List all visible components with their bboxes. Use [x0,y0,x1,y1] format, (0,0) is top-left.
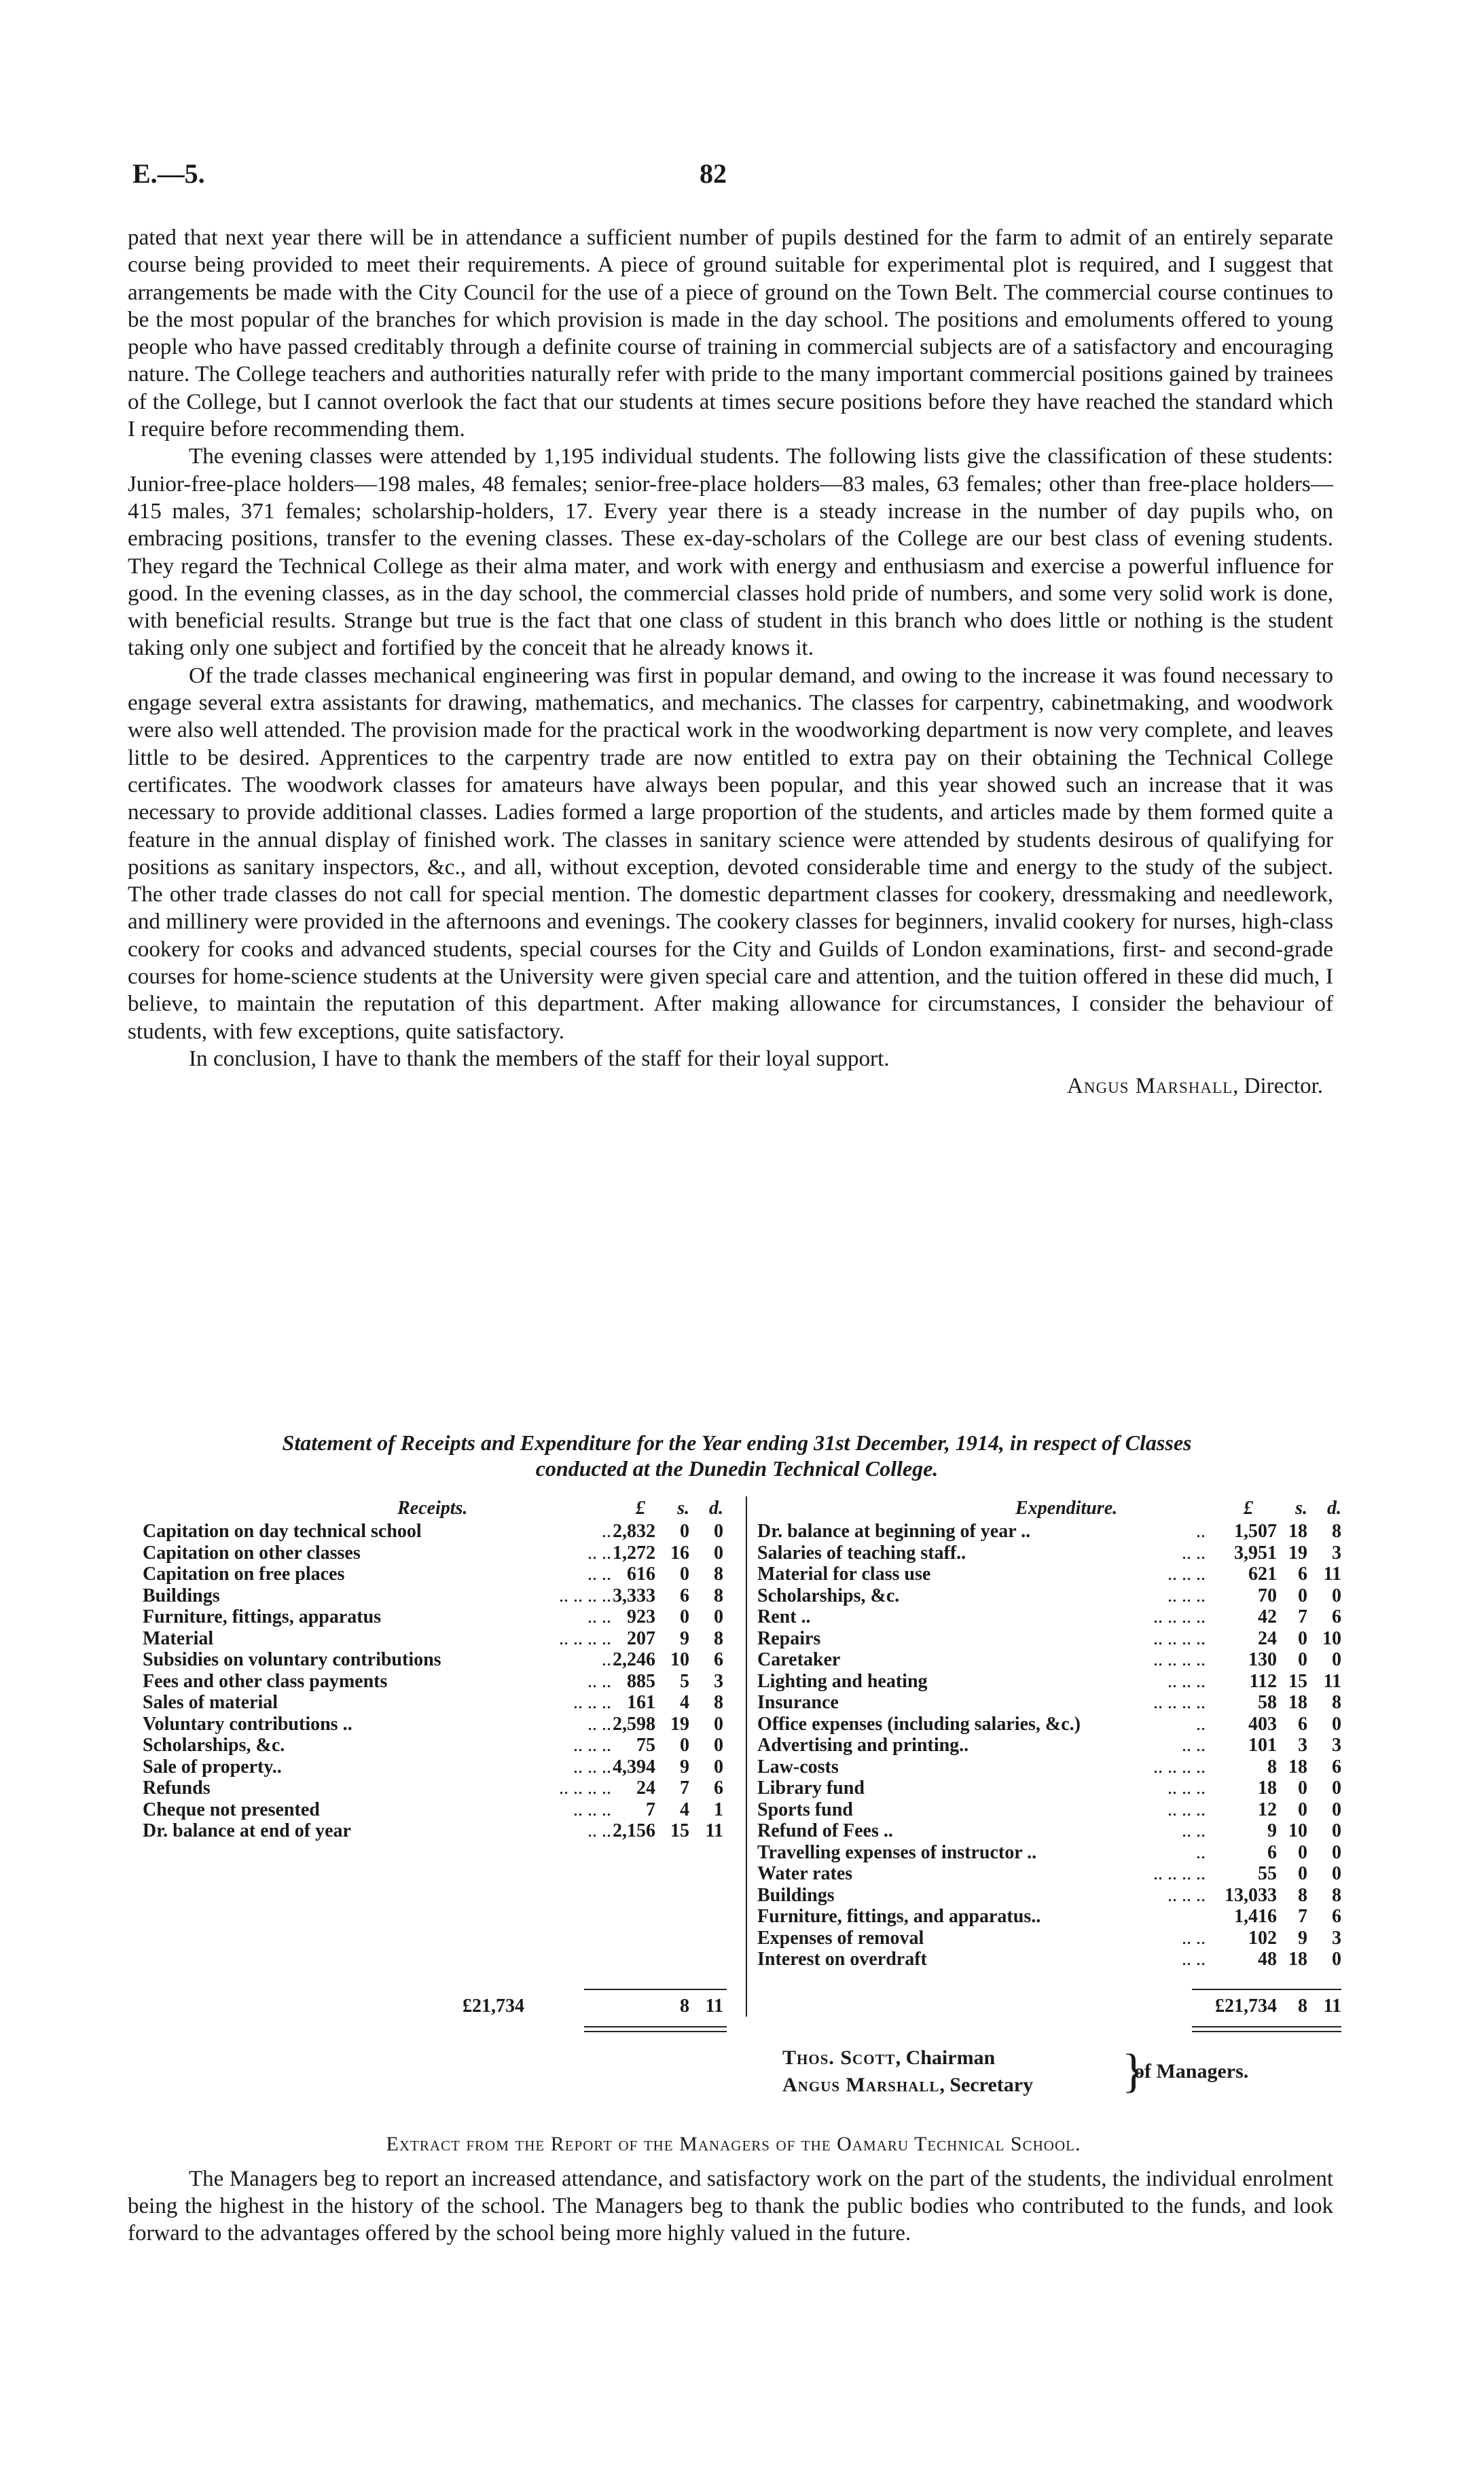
receipts-amount-pence: 1 [714,1799,723,1820]
expenditure-label: Material for class use [757,1564,931,1585]
shillings-heading: s. [677,1498,689,1519]
statement-title-line-1: Statement of Receipts and Expenditure for the Year ending 31st December, 1914, in respect of Classes [282,1430,1192,1455]
receipts-leader-dots: .. .. .. [573,1756,611,1778]
expenditure-leader-dots: .. .. .. [1168,1799,1206,1820]
receipts-row [143,1649,740,1670]
chairman-line [782,2044,1033,2072]
receipts-amount-pounds: 4,394 [613,1756,655,1778]
expenditure-label: Office expenses (including salaries, &c.) [757,1713,1081,1735]
receipts-amount-pence: 8 [714,1585,723,1606]
statement-title [136,1430,1338,1481]
receipts-label: Material [143,1627,214,1649]
receipts-row [143,1564,740,1585]
receipts-leader-dots: .. .. [587,1542,611,1564]
expenditure-amount-pounds: 130 [1248,1649,1277,1670]
chairman-name: Thos. Scott [782,2046,896,2069]
receipts-label: Sales of material [143,1692,278,1713]
expenditure-label: Library fund [757,1778,865,1799]
receipts-leader-dots: .. .. .. .. [559,1585,611,1606]
expenditure-row [757,1543,1341,1564]
receipts-amount-shillings: 6 [680,1585,689,1606]
receipts-row [143,1585,740,1606]
expenditure-amount-shillings: 0 [1298,1649,1307,1670]
expenditure-amount-shillings: 10 [1288,1820,1307,1841]
expenditure-amount-pounds: 58 [1258,1692,1277,1713]
expenditure-leader-dots: .. .. [1182,1735,1206,1756]
expenditure-label: Water rates [757,1863,853,1884]
expenditure-amount-pounds: 48 [1258,1949,1277,1970]
expenditure-heading: Expenditure. [1015,1498,1118,1519]
receipts-double-rule-2 [584,2031,727,2032]
receipts-amount-pence: 0 [714,1756,723,1778]
expenditure-amount-pounds: 1,507 [1234,1521,1277,1542]
pounds-heading: £ [1244,1498,1253,1519]
receipts-total-row [143,1996,740,2017]
receipts-amount-pounds: 24 [636,1778,655,1799]
paragraph-2: The evening classes were attended by 1,195 individual students. The following lists give the classification of these students: Junior-free-place holders—198 males, 48 females; senior-free-place holders—83 males, 63 females; other than free-place holders—415 males, 371 females; scholarship-holders, 17. Every year there is a steady increase in the number of day pupils who, on embracing positions, transfer to the evening classes. These ex-day-scholars of the College are our best class of evening students. They regard the Technical College as their alma mater, and work with energy and enthusiasm and exercise a powerful influence for good. In the evening classes, as in the day school, the commercial classes hold pride of numbers, and some very solid work is done, with beneficial results. Strange but true is the fact that one class of student in this branch who does little or nothing is the student taking only one subject and fortified by the conceit that he already knows it. [128,444,1333,661]
paragraph-4: In conclusion, I have to thank the members of the staff for their loyal support. [189,1045,890,1071]
expenditure-row [757,1628,1341,1649]
receipts-amount-shillings: 0 [680,1564,689,1585]
receipts-row [143,1521,740,1542]
expenditure-total-rule [1192,1989,1341,1990]
expenditure-label: Repairs [757,1627,821,1649]
receipts-amount-shillings: 9 [680,1756,689,1778]
expenditure-label: Buildings [757,1884,835,1906]
expenditure-amount-pounds: 1,416 [1234,1906,1277,1927]
expenditure-total-pence: 11 [1323,1996,1341,2017]
pounds-heading: £ [636,1498,645,1519]
expenditure-amount-pence: 8 [1332,1692,1341,1713]
expenditure-leader-dots: .. .. [1182,1542,1206,1564]
expenditure-amount-shillings: 18 [1288,1521,1307,1542]
expenditure-amount-pence: 0 [1332,1649,1341,1670]
expenditure-row [757,1606,1341,1627]
expenditure-amount-shillings: 19 [1288,1542,1307,1564]
expenditure-leader-dots: .. .. [1182,1927,1206,1949]
director-title: , Director. [1233,1074,1323,1099]
receipts-total-rule [584,1989,727,1990]
expenditure-leader-dots: .. .. .. .. [1153,1649,1206,1670]
receipts-leader-dots: .. .. .. .. [559,1778,611,1799]
receipts-leader-dots: .. .. .. [573,1692,611,1713]
expenditure-row [757,1885,1341,1906]
expenditure-leader-dots: .. .. .. [1168,1670,1206,1692]
expenditure-total-row [757,1996,1341,2017]
receipts-amount-pence: 0 [714,1542,723,1564]
expenditure-amount-pence: 10 [1322,1627,1341,1649]
receipts-amount-shillings: 7 [680,1778,689,1799]
receipts-amount-shillings: 5 [680,1670,689,1692]
receipts-total-pence: 11 [705,1996,723,2017]
receipts-amount-pounds: 2,156 [613,1820,655,1841]
extract-paragraph: The Managers beg to report an increased attendance, and satisfactory work on the part of the students, the individual enrolment being the highest in the history of the school. The Managers beg to thank the public bodies who contributed to the funds, and look forward to the advantages offered by the school being more highly valued in the future. [128,2167,1333,2245]
receipts-amount-shillings: 0 [680,1606,689,1627]
expenditure-leader-dots: .. .. .. [1168,1564,1206,1585]
receipts-leader-dots: .. .. [587,1564,611,1585]
expenditure-row [757,1756,1341,1778]
receipts-leader-dots: .. .. .. .. [559,1627,611,1649]
expenditure-row [757,1906,1341,1927]
receipts-label: Sale of property.. [143,1756,282,1778]
expenditure-amount-pence: 0 [1332,1585,1341,1606]
expenditure-row [757,1671,1341,1692]
receipts-header-row [143,1498,740,1519]
receipts-amount-pence: 0 [714,1521,723,1542]
expenditure-amount-pence: 0 [1332,1778,1341,1799]
expenditure-leader-dots: .. .. [1182,1820,1206,1841]
receipts-amount-pence: 0 [714,1606,723,1627]
receipts-amount-shillings: 10 [670,1649,689,1670]
receipts-label: Buildings [143,1585,220,1606]
expenditure-row [757,1692,1341,1713]
receipts-amount-pence: 0 [714,1713,723,1735]
receipts-label: Fees and other class payments [143,1670,388,1692]
receipts-label: Subsidies on voluntary contributions [143,1649,441,1670]
receipts-leader-dots: .. [602,1649,611,1670]
expenditure-amount-pence: 8 [1332,1521,1341,1542]
expenditure-table [757,1498,1341,2014]
receipts-amount-shillings: 9 [680,1627,689,1649]
expenditure-row [757,1564,1341,1585]
expenditure-amount-pence: 6 [1332,1606,1341,1627]
receipts-row [143,1799,740,1820]
receipts-amount-shillings: 16 [670,1542,689,1564]
expenditure-amount-shillings: 0 [1298,1778,1307,1799]
expenditure-amount-shillings: 18 [1288,1756,1307,1778]
expenditure-amount-pounds: 70 [1258,1585,1277,1606]
receipts-label: Furniture, fittings, apparatus [143,1606,382,1627]
expenditure-amount-pounds: 42 [1258,1606,1277,1627]
receipts-amount-pence: 3 [714,1670,723,1692]
expenditure-amount-shillings: 0 [1298,1799,1307,1820]
expenditure-leader-dots: .. .. .. .. [1153,1756,1206,1778]
expenditure-leader-dots: .. [1196,1521,1206,1542]
expenditure-amount-pence: 3 [1332,1542,1341,1564]
receipts-amount-pence: 6 [714,1778,723,1799]
expenditure-leader-dots: .. .. .. [1168,1884,1206,1906]
expenditure-row [757,1799,1341,1820]
extract-body [128,2165,1333,2247]
expenditure-leader-dots: .. .. .. .. [1153,1692,1206,1713]
receipts-amount-pounds: 2,832 [613,1521,655,1542]
receipts-label: Capitation on day technical school [143,1521,422,1542]
expenditure-amount-pounds: 112 [1249,1670,1277,1692]
secretary-role: , Secretary [939,2074,1034,2096]
report-body [128,224,1333,1100]
receipts-amount-shillings: 4 [680,1692,689,1713]
receipts-amount-pence: 0 [714,1735,723,1756]
secretary-name: Angus Marshall [782,2074,940,2096]
expenditure-amount-shillings: 0 [1298,1585,1307,1606]
receipts-amount-shillings: 15 [670,1820,689,1841]
expenditure-amount-pounds: 8 [1267,1756,1277,1778]
expenditure-leader-dots: .. .. .. .. [1153,1606,1206,1627]
expenditure-amount-shillings: 15 [1288,1670,1307,1692]
receipts-amount-pounds: 885 [627,1670,655,1692]
receipts-total [143,1996,740,2020]
expenditure-amount-pence: 0 [1332,1713,1341,1735]
expenditure-amount-shillings: 0 [1298,1627,1307,1649]
director-signature [128,1072,1333,1100]
table-divider [746,1496,747,2017]
receipts-total-shillings: 8 [680,1996,689,2017]
expenditure-amount-pence: 3 [1332,1927,1341,1949]
receipts-row [143,1820,740,1841]
expenditure-total [757,1996,1341,2020]
receipts-amount-pounds: 3,333 [613,1585,655,1606]
expenditure-amount-pounds: 55 [1258,1863,1277,1884]
expenditure-amount-pence: 0 [1332,1949,1341,1970]
expenditure-amount-pounds: 6 [1267,1841,1277,1863]
receipts-label: Refunds [143,1778,211,1799]
expenditure-row [757,1585,1341,1606]
pence-heading: d. [1327,1498,1341,1519]
expenditure-amount-shillings: 0 [1298,1841,1307,1863]
expenditure-amount-pounds: 9 [1267,1820,1277,1841]
expenditure-amount-shillings: 0 [1298,1863,1307,1884]
expenditure-label: Caretaker [757,1649,841,1670]
expenditure-row [757,1842,1341,1863]
receipts-table [143,1498,740,2014]
receipts-amount-pounds: 616 [627,1564,655,1585]
expenditure-label: Refund of Fees .. [757,1820,893,1841]
expenditure-leader-dots: .. .. .. .. [1153,1863,1206,1884]
expenditure-amount-pence: 11 [1323,1564,1341,1585]
expenditure-amount-pence: 6 [1332,1906,1341,1927]
receipts-leader-dots: .. .. .. [573,1799,611,1820]
extract-title: Extract from the Report of the Managers of the Oamaru Technical School. [386,2133,1081,2155]
expenditure-total-shillings: 8 [1298,1996,1307,2017]
expenditure-amount-pounds: 403 [1248,1713,1277,1735]
receipts-row [143,1606,740,1627]
expenditure-amount-pounds: 24 [1258,1627,1277,1649]
receipts-row [143,1692,740,1713]
expenditure-amount-pounds: 13,033 [1225,1884,1277,1906]
expenditure-label: Salaries of teaching staff.. [757,1542,966,1564]
expenditure-leader-dots: .. .. .. [1168,1585,1206,1606]
receipts-row [143,1735,740,1756]
expenditure-label: Furniture, fittings, and apparatus.. [757,1906,1041,1927]
expenditure-amount-shillings: 18 [1288,1692,1307,1713]
expenditure-amount-shillings: 9 [1298,1927,1307,1949]
managers-signatures [782,2044,1033,2099]
receipts-row [143,1671,740,1692]
director-name: Angus Marshall [1067,1074,1233,1099]
receipts-label: Dr. balance at end of year [143,1820,351,1841]
expenditure-row [757,1521,1341,1542]
receipts-label: Scholarships, &c. [143,1735,285,1756]
expenditure-label: Sports fund [757,1799,853,1820]
statement-title-line-2: conducted at the Dunedin Technical College. [535,1456,939,1481]
receipts-heading: Receipts. [397,1498,468,1519]
receipts-amount-pounds: 2,246 [613,1649,655,1670]
expenditure-leader-dots: .. [1196,1841,1206,1863]
receipts-amount-pounds: 2,598 [613,1713,655,1735]
paragraph-1: pated that next year there will be in attendance a sufficient number of pupils destined for the farm to admit of an entirely separate course being provided to meet their requirements. A piece of ground suitable for experimental plot is required, and I suggest that arrangements be made with the City Council for the use of a piece of ground on the Town Belt. The commercial course continues to be the most popular of the branches for which provision is made in the day school. The positions and emoluments offered to young people who have passed creditably through a definite course of training in commercial subjects are of a satisfactory and encouraging nature. The College teachers and authorities naturally refer with pride to the many important commercial positions gained by trainees of the College, but I cannot overlook the fact that our students at times secure positions before they have reached the standard which I require before recommending them. [128,225,1333,442]
expenditure-amount-pounds: 102 [1248,1927,1277,1949]
receipts-amount-pence: 8 [714,1564,723,1585]
expenditure-row [757,1778,1341,1799]
receipts-amount-pounds: 1,272 [613,1542,655,1564]
receipts-amount-pounds: 207 [627,1627,655,1649]
expenditure-double-rule-1 [1192,2026,1341,2027]
expenditure-row [757,1863,1341,1884]
expenditure-leader-dots: .. .. .. [1168,1778,1206,1799]
receipts-amount-pence: 8 [714,1692,723,1713]
receipts-amount-pence: 6 [714,1649,723,1670]
expenditure-amount-pounds: 18 [1258,1778,1277,1799]
expenditure-label: Interest on overdraft [757,1949,927,1970]
shillings-heading: s. [1295,1498,1307,1519]
receipts-row [143,1778,740,1799]
expenditure-amount-pence: 8 [1332,1884,1341,1906]
expenditure-amount-pence: 11 [1323,1670,1341,1692]
receipts-label: Cheque not presented [143,1799,320,1820]
expenditure-row [757,1714,1341,1735]
of-managers-label: of Managers. [1134,2060,1249,2082]
expenditure-row [757,1928,1341,1949]
expenditure-row [757,1735,1341,1756]
receipts-amount-pence: 11 [705,1820,723,1841]
pence-heading: d. [709,1498,723,1519]
paragraph-3: Of the trade classes mechanical engineering was first in popular demand, and owing to the increase it was found necessary to engage several extra assistants for drawing, mathematics, and mechanics. The classes for carpentry, cabinetmaking, and woodwork were also well attended. The provision made for the practical work in the woodworking department is now very complete, and leaves little to be desired. Apprentices to the carpentry trade are now entitled to extra pay on their obtaining the Technical College certificates. The woodwork classes for amateurs have always been popular, and this year showed such an increase that it was necessary to provide additional classes. Ladies formed a large proportion of the students, and articles made by them formed quite a feature in the annual display of finished work. The classes in sanitary science were attended by students desirous of qualifying for positions as sanitary inspectors, &c., and all, without exception, devoted considerable time and energy to the study of the subject. The other trade classes do not call for special mention. The domestic department classes for cookery, dressmaking and needlework, and millinery were provided in the afternoons and evenings. The cookery classes for beginners, invalid cookery for nurses, high-class cookery for cooks and advanced students, special courses for the City and Guilds of London examinations, first- and second-grade courses for home-science students at the University were given special care and attention, and the tuition offered in these did much, I believe, to maintain the reputation of this department. After making allowance for circumstances, I consider the behaviour of students, with few exceptions, quite satisfactory. [128,662,1333,1044]
expenditure-amount-shillings: 8 [1298,1884,1307,1906]
page-header [132,158,1328,198]
chairman-role: , Chairman [895,2046,996,2069]
receipts-leader-dots: .. .. .. [573,1735,611,1756]
expenditure-label: Law-costs [757,1756,839,1778]
receipts-leader-dots: .. .. [587,1606,611,1627]
page-number: 82 [700,158,727,189]
receipts-amount-pounds: 7 [646,1799,655,1820]
receipts-amount-shillings: 19 [670,1713,689,1735]
expenditure-amount-pence: 6 [1332,1756,1341,1778]
expenditure-amount-shillings: 3 [1298,1735,1307,1756]
secretary-line [782,2072,1033,2099]
expenditure-label: Scholarships, &c. [757,1585,900,1606]
expenditure-amount-shillings: 6 [1298,1564,1307,1585]
receipts-amount-shillings: 0 [680,1735,689,1756]
expenditure-amount-shillings: 7 [1298,1906,1307,1927]
expenditure-amount-shillings: 6 [1298,1713,1307,1735]
receipts-label: Voluntary contributions .. [143,1713,352,1735]
receipts-amount-pounds: 923 [627,1606,655,1627]
report-reference: E.—5. [132,158,205,189]
receipts-leader-dots: .. .. [587,1713,611,1735]
receipts-amount-pence: 8 [714,1627,723,1649]
receipts-row [143,1714,740,1735]
expenditure-leader-dots: .. .. .. .. [1153,1627,1206,1649]
expenditure-label: Rent .. [757,1606,811,1627]
expenditure-amount-pounds: 101 [1248,1735,1277,1756]
expenditure-amount-shillings: 18 [1288,1949,1307,1970]
expenditure-amount-shillings: 7 [1298,1606,1307,1627]
receipts-double-rule-1 [584,2026,727,2027]
receipts-label: Capitation on other classes [143,1542,361,1564]
expenditure-label: Travelling expenses of instructor .. [757,1841,1037,1863]
expenditure-row [757,1820,1341,1841]
expenditure-amount-pence: 0 [1332,1820,1341,1841]
receipts-amount-shillings: 0 [680,1521,689,1542]
expenditure-leader-dots: .. .. [1182,1949,1206,1970]
expenditure-leader-dots: .. [1196,1713,1206,1735]
receipts-amount-shillings: 4 [680,1799,689,1820]
receipts-row [143,1628,740,1649]
receipts-leader-dots: .. .. [587,1670,611,1692]
expenditure-amount-pence: 3 [1332,1735,1341,1756]
expenditure-amount-pence: 0 [1332,1841,1341,1863]
expenditure-amount-pounds: 12 [1258,1799,1277,1820]
brace-symbol: } [1122,2045,1145,2097]
receipts-amount-pounds: 75 [636,1735,655,1756]
expenditure-amount-pounds: 3,951 [1234,1542,1277,1564]
receipts-amount-pounds: 161 [627,1692,655,1713]
expenditure-label: Lighting and heating [757,1670,928,1692]
receipts-row [143,1756,740,1778]
receipts-leader-dots: .. [602,1521,611,1542]
expenditure-label: Insurance [757,1692,839,1713]
expenditure-amount-pounds: 621 [1248,1564,1277,1585]
expenditure-amount-pence: 0 [1332,1799,1341,1820]
receipts-row [143,1543,740,1564]
receipts-total-pounds: £21,734 [463,1996,524,2017]
expenditure-total-pounds: £21,734 [1215,1996,1277,2017]
expenditure-amount-pence: 0 [1332,1863,1341,1884]
expenditure-row [757,1649,1341,1670]
expenditure-row [757,1949,1341,1970]
expenditure-header-row [757,1498,1341,1519]
receipts-label: Capitation on free places [143,1564,345,1585]
expenditure-label: Expenses of removal [757,1927,924,1949]
expenditure-label: Dr. balance at beginning of year .. [757,1521,1031,1542]
receipts-leader-dots: .. .. [587,1820,611,1841]
expenditure-label: Advertising and printing.. [757,1735,969,1756]
expenditure-double-rule-2 [1192,2031,1341,2032]
